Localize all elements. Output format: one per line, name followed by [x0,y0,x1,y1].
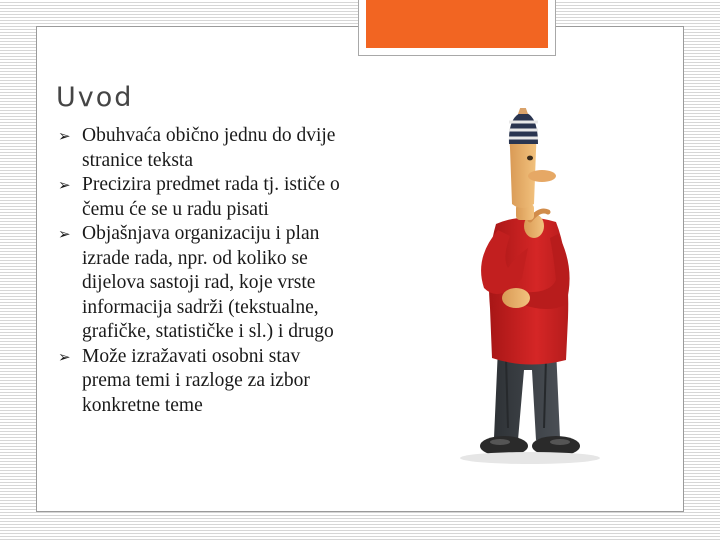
bullet-item [58,345,348,419]
bullet-text: Objašnjava organizaciju i plan izrade rada, npr. od koliko se dijelova sastoji rad, koje vrste informacija sadrži (tekstualne, grafičke, statističke i sl.) i drugo [82,223,334,342]
bullet-list [58,124,348,418]
arrow-bullet-icon: ➢ [58,129,71,145]
bullet-item [58,222,348,345]
arrow-bullet-icon: ➢ [58,349,71,366]
bullet-item [58,173,348,222]
orange-accent-box [366,0,548,48]
arrow-bullet-icon: ➢ [58,227,71,243]
bullet-text: Može izražavati osobni stav prema temi i razloge za izbor konkretne teme [82,345,310,416]
arrow-bullet-icon: ➢ [58,178,71,194]
slide-title: Uvod [56,82,134,113]
bullet-item [58,124,348,173]
thinking-cartoon-figure [410,108,658,486]
bullet-text: Precizira predmet rada tj. ističe o čemu će se u radu pisati [82,174,340,220]
bullet-text: Obuhvaća obično jednu do dvije stranice teksta [82,125,336,171]
